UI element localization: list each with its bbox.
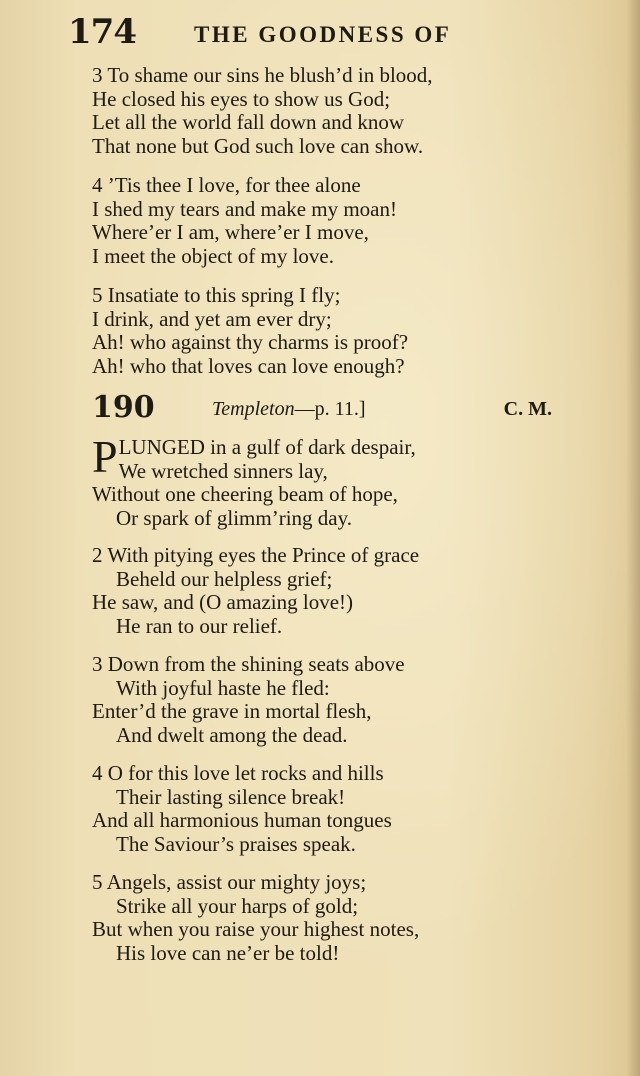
verse-line: Without one cheering beam of hope,: [92, 482, 398, 507]
verse-line: 5 Angels, assist our mighty joys;: [92, 870, 367, 894]
verse-line: 4 ’Tis thee I love, for thee alone: [92, 173, 361, 197]
page-number: 174: [68, 12, 136, 52]
verse-line: LUNGED in a gulf of dark despair,: [118, 435, 416, 459]
verse-line: Where’er I am, where’er I move,: [92, 220, 369, 245]
verse-line: And dwelt among the dead.: [116, 722, 348, 747]
verse-line: Beheld our helpless grief;: [116, 566, 333, 591]
stanza-5: [92, 871, 572, 965]
drop-cap: P: [92, 431, 118, 482]
verse-line: 4 O for this love let rocks and hills: [92, 761, 384, 785]
verse-line: Ah! who that loves can love enough?: [92, 353, 405, 378]
page-edge-shadow: [626, 0, 640, 1076]
verse-line: He closed his eyes to show us God;: [92, 86, 391, 111]
verse-line: I meet the object of my love.: [92, 243, 335, 268]
verse-line: His love can ne’er be told!: [116, 940, 340, 965]
tune-reference: [212, 398, 366, 421]
verse-line: Their lasting silence break!: [116, 784, 346, 809]
verse-line: With joyful haste he fled:: [116, 675, 330, 700]
verse-line: I shed my tears and make my moan!: [92, 196, 397, 221]
verse-line: Let all the world fall down and know: [92, 110, 405, 135]
verse-line: Strike all your harps of gold;: [116, 893, 359, 918]
verse-line: That none but God such love can show.: [92, 133, 424, 158]
hymn-heading: [92, 390, 562, 430]
verse-line: He ran to our relief.: [116, 613, 283, 638]
stanza-continued-4: [92, 174, 572, 268]
verse-line: Or spark of glimm’ring day.: [116, 505, 353, 530]
verse-line: And all harmonious human tongues: [92, 808, 392, 833]
stanza-1: [92, 431, 572, 530]
verse-line: 3 Down from the shining seats above: [92, 652, 405, 676]
tune-page-ref: —p. 11.]: [294, 398, 366, 420]
verse-line: Enter’d the grave in mortal flesh,: [92, 699, 372, 724]
stanza-continued-3: [92, 64, 572, 158]
verse-line: 3 To shame our sins he blush’d in blood,: [92, 63, 433, 87]
verse-line: The Saviour’s praises speak.: [116, 831, 356, 856]
hymn-number: 190: [92, 390, 155, 425]
verse-line: 5 Insatiate to this spring I fly;: [92, 283, 341, 307]
page-header: [68, 12, 568, 56]
verse-line: Ah! who against thy charms is proof?: [92, 330, 409, 355]
stanza-continued-5: [92, 284, 572, 378]
stanza-3: [92, 653, 572, 747]
verse-line: We wretched sinners lay,: [118, 458, 328, 483]
verse-line: But when you raise your highest notes,: [92, 917, 420, 942]
stanza-2: [92, 544, 572, 638]
verse-line: 2 With pitying eyes the Prince of grace: [92, 543, 420, 567]
tune-name: Templeton: [212, 398, 295, 420]
verse-line: I drink, and yet am ever dry;: [92, 306, 332, 331]
stanza-4: [92, 762, 572, 856]
verse-line: He saw, and (O amazing love!): [92, 590, 354, 615]
running-title: THE GOODNESS OF: [194, 22, 452, 47]
meter: C. M.: [503, 398, 552, 420]
